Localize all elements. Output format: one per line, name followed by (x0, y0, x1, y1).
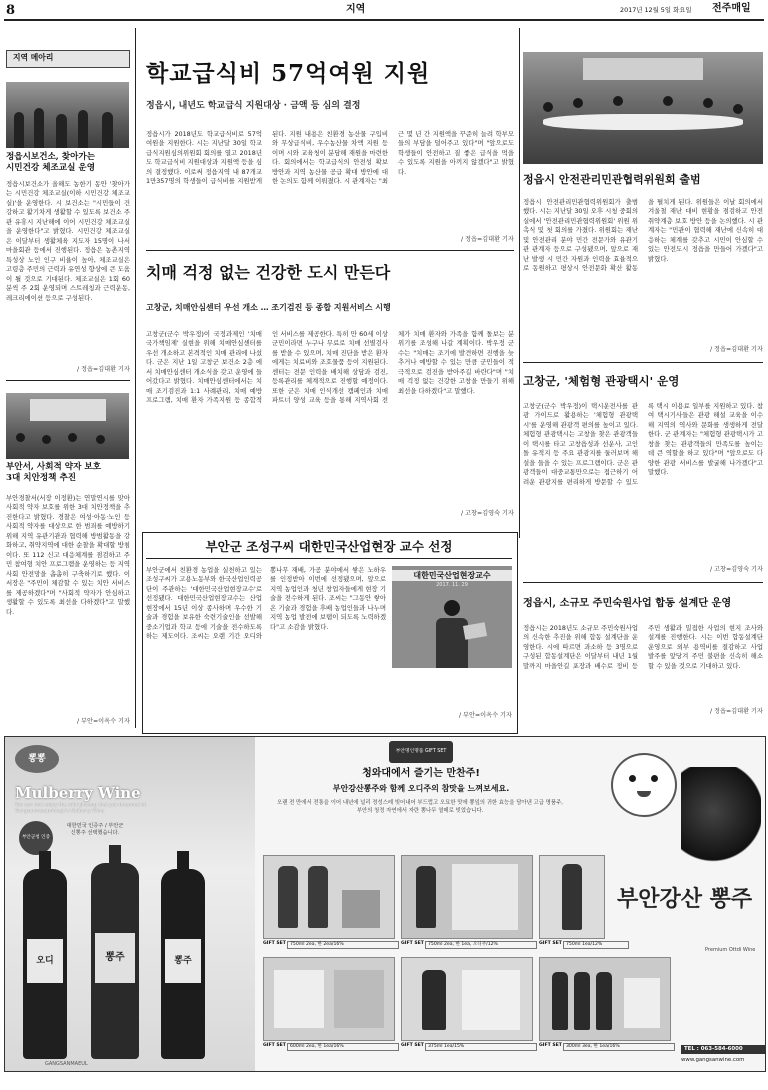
center-vertical-rule (519, 28, 520, 538)
lead-subhead: 정읍시, 내년도 학교급식 지원대상 · 금액 등 심의 결정 (146, 101, 361, 111)
ad-company: GANGSANMAEUL (45, 1061, 88, 1067)
ad-tagline-1: 청와대에서 즐기는 만찬주! (362, 768, 480, 779)
sidebar-a2-title-line2: 3대 치안정책 추진 (6, 473, 77, 484)
committee-photo (523, 52, 763, 164)
ad-website: www.gangsanwine.com (681, 1057, 745, 1063)
safety-headline: 정읍시 안전관리민관협력위원회 출범 (523, 173, 701, 186)
meal-headline: 정읍시, 소규모 주민숙원사업 합동 설계단 운영 (523, 597, 732, 609)
ad-phone: TEL : 063-584-6000 (681, 1045, 766, 1054)
taxi-headline: 고창군, '체험형 관광택시' 운영 (523, 374, 680, 388)
exercise-photo (6, 82, 129, 148)
lead-headline: 학교급식비 57억여원 지원 (146, 60, 431, 87)
ad-gift-set-3 (539, 855, 605, 939)
buan-body: 부안군에서 친환경 농업을 실천하고 있는 조성구씨가 고용노동부와 한국산업인력공단이 주관하는 '대한민국산업현장교수'로 선정됐다. 대한민국산업현장교수는 산업현장에서 15년 이상 종사하며 우수한 기술과 경험을 보유한 숙련기술인을 선발해 중소기업과 학교 등에 기술을 전수하도록 하는 제도이다. 조씨는 오랜 기간 오디와 뽕나무 재배, 가공 분야에서 쌓은 노하우를 인정받아 이번에 선정됐으며, 앞으로 지역 농업인과 청년 창업자들에게 현장 기술을 전수하게 된다. 조씨는 "그동안 쌓아온 기술과 경험을 후배 농업인들과 나누며 지역 농업 발전에 보탬이 되도록 노력하겠다"고 소감을 밝혔다. (146, 566, 386, 641)
ad-bottle-3 (161, 869, 205, 1059)
meal-byline: / 정읍=김대환 기자 (709, 708, 763, 715)
ad-gift-caption-2: 750ml 2ea, 한 1ea, 오디주/12% (425, 941, 537, 949)
meal-body: 정읍시는 2018년도 소규모 주민숙원사업의 신속한 추진을 위해 합동 설계단을 운영한다. 시에 따르면 과소하 등 3명으로 구성된 합동설계단은 이달부터 내년 1월 말까지 마을안길 포장과 배수로 정비 등 주민 생활과 밀접한 사업의 현지 조사와 설계를 진행한다. 시는 이번 합동설계단 운영으로 외부 용역비를 절감하고 사업 발주를 앞당겨 주민 불편을 신속히 해소할 수 있을 것으로 기대하고 있다. (523, 624, 763, 670)
ad-gift-caption-6: 300ml 3ea, 한 1ea/16% (563, 1043, 675, 1051)
sidebar-a1-title-line1: 정읍시보건소, 찾아가는 (6, 152, 95, 162)
ad-badge: 부안명인명품 GIFT SET (389, 741, 453, 763)
paper-name: 전주매일 (712, 3, 751, 14)
dementia-subhead: 고창군, 치매안심센터 우선 개소 … 조기검진 등 종합 지원서비스 시행 (146, 303, 391, 312)
ad-bottle-1 (23, 869, 67, 1059)
sidebar-a2-byline: / 부안=이옥수 기자 (76, 718, 130, 725)
ad-wine-title: Mulberry Wine (15, 784, 141, 802)
sidebar-a2-body: 부안경찰서(서장 이정환)는 연말연시를 맞아 사회적 약자 보호를 위한 3대 치안정책을 추진한다고 밝혔다. 경찰은 여성·아동·노인 등 사회적 약자를 대상으로 한 범죄를 예방하기 위해 지역 유관기관과 협력해 방범활동을 강화하고, 취약지역에 대한 순찰을 확대할 방침이다. 또 112 신고 대응체계를 점검하고 주민 참여형 치안 프로그램을 운영하는 등 지역사회 안전망을 촘촘히 구축하기로 했다. 이 서장은 "주민이 체감할 수 있는 치안 서비스를 제공하겠다"며 "사회적 약자가 안심하고 생활할 수 있도록 최선을 다하겠다"고 말했다. (6, 494, 130, 616)
ad-bottle-2-label: 뽕주 (95, 933, 135, 983)
lead-rule (146, 250, 514, 251)
taxi-byline: / 고창=김영숙 기자 (709, 566, 763, 573)
ad-gift-head-2: GIFT SET (401, 941, 424, 946)
section-title: 지역 (346, 4, 366, 15)
lead-body: 정읍시가 2018년도 학교급식비로 57억여원을 지원한다. 시는 지난달 30일 학교급식지원심의위원회 회의를 열고 2018년도 학교급식비 지원대상과 지원액 등을 심의 결정했다. 이로써 정읍지역 내 87개교 1만357명의 학생들이 급식비를 지원받게 된다. 지원 내용은 친환경 농산물 구입비와 무상급식비, 우수농산물 차액 지원 등이며 시와 교육청이 분담해 재원을 마련한다. 회의에서는 학교급식의 안전성 확보 방안과 지역 농산물 공급 확대 방안에 대한 논의도 함께 이뤄졌다. 시 관계자는 "최근 몇 년 간 지원액을 꾸준히 늘려 학부모들의 부담을 덜어주고 있다"며 "앞으로도 학생들이 안전하고 질 좋은 급식을 먹을 수 있도록 지원을 아끼지 않겠다"고 밝혔다. (146, 130, 514, 186)
ad-gift-set-6 (539, 957, 671, 1041)
ad-gift-set-1 (263, 855, 395, 939)
ad-gift-set-5 (401, 957, 533, 1041)
dementia-headline: 치매 걱정 없는 건강한 도시 만든다 (146, 263, 391, 282)
ad-wine-sub: You can now enjoy the wild ginseng that you dreamed of. Gangsunmaeumhaeju's Mulberry Wine (15, 803, 147, 815)
ad-brand-logo: 뽕뽕 (15, 745, 59, 773)
ad-gift-head-3: GIFT SET (539, 941, 562, 946)
sidebar-a2-title-line1: 부안서, 사회적 약자 보호 (6, 462, 101, 472)
ad-logo-sub: Premium Ottdi Wine (705, 947, 756, 953)
ad-bottle-3-label: 뽕주 (165, 939, 201, 983)
ad-gift-caption-4: 600ml 2ea, 한 1ea/16% (287, 1043, 399, 1051)
ad-tagline-2: 부안강산뽕주와 함께 오디주의 참맛을 느껴보세요. (332, 784, 510, 793)
wine-advertisement (4, 736, 766, 1072)
dementia-byline: / 고창=김영숙 기자 (460, 510, 514, 517)
buan-award-date: 2017. 11. 29 (436, 582, 468, 588)
dementia-body: 고창군(군수 박우정)이 국정과제인 '치매국가책임제' 실현을 위해 치매안심센터를 우선 개소하고 본격적인 치매 관리에 나섰다. 군은 지난 1일 고창군 보건소 2층 에서 치매안심센터 개소식을 갖고 운영에 들어갔다고 밝혔다. 치매안심센터에서는 치매 조기검진과 1:1 사례관리, 치매 예방 프로그램, 치매 환자 가족지원 등 종합적인 서비스를 제공한다. 특히 만 60세 이상 군민이라면 누구나 무료로 치매 선별검사를 받을 수 있으며, 치매 진단을 받은 환자에게는 치료비와 조호물품 등이 지원된다. 센터는 전문 인력을 배치해 상담과 검진, 등록관리를 체계적으로 진행할 예정이다. 또한 군은 치매 인식개선 캠페인과 치매 파트너 양성 교육 등을 통해 지역사회 전체가 치매 환자와 가족을 함께 돌보는 분위기를 조성해 나갈 계획이다. 박우정 군수는 "치매는 조기에 발견하면 진행을 늦추거나 예방할 수 있는 만큼 군민들이 적극적으로 검진을 받아주길 바란다"며 "치매 걱정 없는 건강한 고창을 만들기 위해 최선을 다하겠다"고 말했다. (146, 330, 514, 405)
ad-gift-head-4: GIFT SET (263, 1043, 286, 1048)
ad-berries (681, 767, 761, 877)
ad-logo-text: 부안강산 뽕주 (617, 886, 753, 912)
ad-gift-caption-1: 750ml 2ea, 한 2ea/16% (287, 941, 399, 949)
ad-gift-head-6: GIFT SET (539, 1043, 562, 1048)
safety-byline: / 정읍=김대환 기자 (709, 346, 763, 353)
issue-date: 2017년 12월 5일 화요일 (620, 6, 692, 14)
safety-rule (523, 362, 763, 363)
header-rule (4, 19, 764, 21)
taxi-rule (523, 582, 763, 583)
ad-gift-caption-3: 750ml 1ea/12% (563, 941, 629, 949)
sidebar-a1-title (6, 152, 130, 174)
sidebar-label: 지역 메아리 (13, 53, 54, 62)
page-number: 8 (6, 3, 16, 18)
sidebar-a2-title (6, 462, 130, 484)
ad-mascot (611, 753, 677, 817)
ad-seal: 부안군청 인증 (19, 821, 53, 855)
sidebar-vertical-rule (135, 28, 136, 728)
buan-headline: 부안군 조성구씨 대한민국산업현장 교수 선정 (205, 539, 453, 554)
sidebar-label-box (6, 50, 130, 68)
lead-byline: / 정읍=김대환 기자 (460, 236, 514, 243)
ad-wine-note: 대한민국 인증주 / 부안군 신뽕주 선택했습니다. (66, 823, 124, 837)
ad-description: 오랜 전 만에서 전통을 이어 내년에 널리 정성스레 빚어내어 부드럽고 오묘한 맛에 뽕잎의 귀한 효능을 담아낸 고급 명품주, 부안의 청정 자연에서 자란 뽕나무 열매로 빚었습니다. (276, 800, 563, 815)
taxi-body: 고창군(군수 박우정)이 택시운전사를 관광 가이드로 활용하는 '체험형 관광택시'를 운영해 관광객 편의를 높이고 있다. 체험형 관광택시는 고창을 찾은 관광객들이 택시를 타고 고창읍성과 선운사, 고인돌 유적지 등 주요 관광지를 둘러보며 해설을 들을 수 있는 프로그램이다. 군은 관광객들이 대중교통만으로는 접근하기 어려운 관광지를 편리하게 방문할 수 있도록 택시 이용료 일부를 지원하고 있다. 참여 택시기사들은 관광 해설 교육을 이수해 지역의 역사와 문화를 생생하게 전달한다. 군 관계자는 "체험형 관광택시가 고창을 찾는 관광객들의 만족도를 높이는 데 큰 역할을 하고 있다"며 "앞으로도 다양한 관광 서비스를 발굴해 나가겠다"고 말했다. (523, 402, 763, 486)
sidebar-a1-body: 정읍시보건소가 올해도 농한기 동안 '찾아가는 시민건강 체조교실(이하 시민건강 체조교실)'을 운영한다. 시 보건소는 "시민들이 건강하고 활기차게 생활할 수 있도록 보건소 주관 유휴시 지난해에 이어 시민건강 체조교실을 운영한다"고 밝혔다. 시민건강 체조교실은 이달부터 생활체육 지도자 15명이 나서 마을회관 등에서 진행된다. 정읍은 농촌지역 특성상 노인 인구 비율이 높아, 체조교실은 고령층 주민의 근력과 유연성 향상에 큰 도움이 될 것으로 기대된다. 체조교실은 1회 60분씩 주 2회 운영되며 스트레칭과 근력운동, 레크리에이션 등으로 구성된다. (6, 180, 130, 302)
ad-bottle-2 (91, 863, 139, 1059)
ad-gift-set-4 (263, 957, 395, 1041)
safety-body: 정읍시 안전관리민관협력위원회가 출범했다. 시는 지난달 30일 오후 시청 중회의실에서 '안전관리민관협력위원회' 위원 위촉식 및 첫 회의를 가졌다. 위원회는 재난 및 안전관리 분야 민간 전문가와 유관기관 관계자 등으로 구성됐으며, 앞으로 재난 발생 시 민간 자원과 인력을 효율적으로 동원하고 평상시 안전문화 확산 활동을 펼치게 된다. 위원들은 이날 회의에서 겨울철 재난 대비 현황을 점검하고 안전취약계층 보호 방안 등을 논의했다. 시 관계자는 "민관이 협력해 재난에 신속히 대응하는 체계를 갖추고 시민이 안심할 수 있는 안전도시 정읍을 만들어 가겠다"고 밝혔다. (523, 198, 763, 273)
buan-byline: / 부안=이옥수 기자 (458, 712, 512, 719)
buan-rule (146, 558, 512, 559)
sidebar-a1-byline: / 정읍=김대환 기자 (76, 366, 130, 373)
ad-gift-caption-5: 375ml 1ea/15% (425, 1043, 537, 1051)
sidebar-a1-title-line2: 시민건강 체조교실 운영 (6, 163, 95, 174)
sidebar-divider (6, 380, 130, 381)
ad-bottle-1-label: 오디 (27, 939, 63, 983)
buan-award-banner: 대한민국산업현장교수 (392, 570, 512, 581)
ad-gift-head-1: GIFT SET (263, 941, 286, 946)
ad-gift-head-5: GIFT SET (401, 1043, 424, 1048)
buan-award-photo (392, 566, 512, 668)
ad-gift-set-2 (401, 855, 533, 939)
police-meeting-photo (6, 393, 129, 459)
